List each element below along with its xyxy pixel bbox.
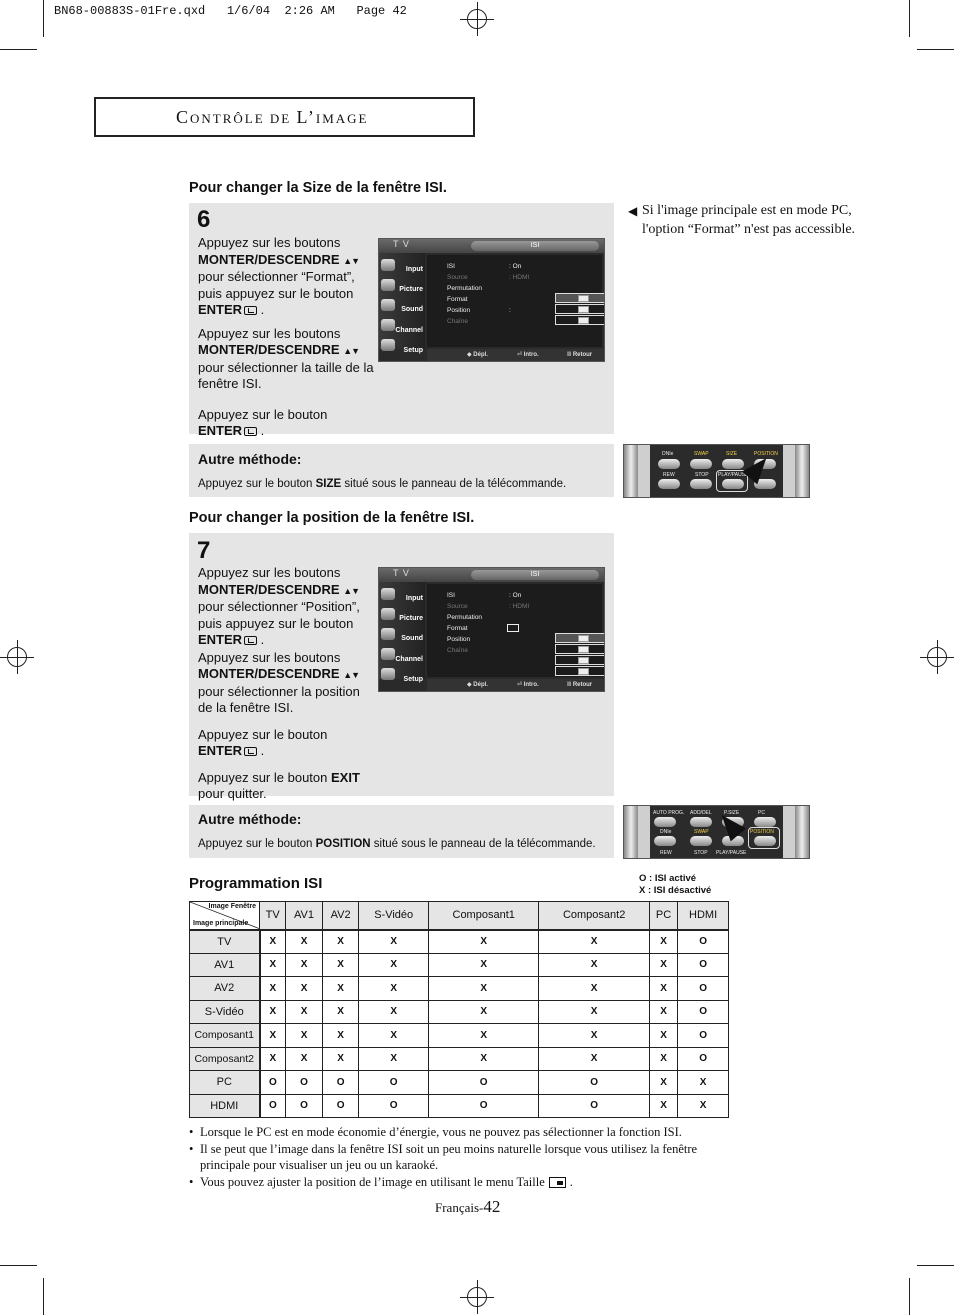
table-cell: O xyxy=(286,1094,323,1118)
table-cell: O xyxy=(678,1000,729,1024)
step-instructions: Appuyez sur les boutons MONTER/DESCENDRE ▲▼ pour sélectionner “Format”, puis appuyez sur le bouton ENTER . Appuyez sur les boutons MONTER/DESCENDRE ▲▼ pour sélectionner la taille de la fenêtre ISI. Appuyez sur le bouton ENTER . xyxy=(198,235,374,438)
table-cell: O xyxy=(678,953,729,977)
table-cell: X xyxy=(428,930,538,954)
table-cell: O xyxy=(539,1094,649,1118)
step-instructions: Appuyez sur les boutons MONTER/DESCENDRE ▲▼ pour sélectionner “Position”, puis appuyez sur le bouton ENTER . Appuyez sur les boutons MONTER/DESCENDRE ▲▼ pour sélectionner la position de la fenêtre ISI. Appuyez sur le bouton ENTER . Appuyez sur le bouton EXIT pour quitter. xyxy=(198,565,360,801)
table-cell: X xyxy=(539,930,649,954)
table-cell: O xyxy=(286,1071,323,1095)
table-cell: O xyxy=(260,1094,286,1118)
table-cell: X xyxy=(322,1000,359,1024)
table-cell: X xyxy=(322,1047,359,1071)
column-header: AV2 xyxy=(322,902,359,930)
table-cell: X xyxy=(260,930,286,954)
table-cell: X xyxy=(359,1024,429,1048)
section-title: Pour changer la position de la fenêtre ISI. xyxy=(189,510,475,526)
column-header: Composant1 xyxy=(428,902,538,930)
chapter-title: CONTRÔLE DE L’IMAGE xyxy=(94,97,475,137)
table-cell: X xyxy=(260,1047,286,1071)
table-cell: X xyxy=(539,953,649,977)
table-cell: X xyxy=(678,1071,729,1095)
registration-mark xyxy=(467,9,487,29)
table-cell: X xyxy=(649,1047,677,1071)
step-number: 7 xyxy=(197,537,211,564)
table-cell: X xyxy=(649,1094,677,1118)
table-cell: X xyxy=(260,977,286,1001)
table-cell: O xyxy=(359,1071,429,1095)
table-row xyxy=(190,1094,729,1118)
table-row xyxy=(190,977,729,1001)
enter-icon xyxy=(244,747,257,756)
table-cell: X xyxy=(649,1000,677,1024)
isi-compatibility-table xyxy=(189,901,729,1118)
row-header: HDMI xyxy=(190,1094,260,1118)
table-row xyxy=(190,1000,729,1024)
note: ◀ Si l'image principale est en mode PC, l'option “Format” n'est pas accessible. xyxy=(628,203,856,237)
row-header: S-Vidéo xyxy=(190,1000,260,1024)
row-header: Composant2 xyxy=(190,1047,260,1071)
table-cell: X xyxy=(649,977,677,1001)
table-cell: X xyxy=(260,1000,286,1024)
crop-mark xyxy=(0,1265,37,1266)
table-cell: X xyxy=(359,1047,429,1071)
enter-icon xyxy=(244,427,257,436)
table-cell: X xyxy=(359,1000,429,1024)
table-row xyxy=(190,1024,729,1048)
table-corner: Image Fenêtre Image principale xyxy=(190,902,260,930)
list-item: • Lorsque le PC est en mode économie d’énergie, vous ne pouvez pas sélectionner la fonction ISI. xyxy=(189,1124,749,1141)
table-cell: O xyxy=(539,1071,649,1095)
table-cell: X xyxy=(428,1024,538,1048)
column-header: TV xyxy=(260,902,286,930)
table-cell: O xyxy=(678,977,729,1001)
table-cell: X xyxy=(286,977,323,1001)
table-cell: X xyxy=(649,930,677,954)
alt-method-text: Appuyez sur le bouton SIZE situé sous le panneau de la télécommande. xyxy=(198,478,567,490)
section-title: Programmation ISI xyxy=(189,875,323,892)
table-cell: X xyxy=(322,930,359,954)
alt-method-text: Appuyez sur le bouton POSITION situé sous le panneau de la télécommande. xyxy=(198,838,596,850)
table-cell: X xyxy=(649,1071,677,1095)
crop-mark xyxy=(43,1278,44,1315)
column-header: Composant2 xyxy=(539,902,649,930)
table-row xyxy=(190,1071,729,1095)
table-cell: X xyxy=(359,977,429,1001)
table-row xyxy=(190,1047,729,1071)
table-cell: X xyxy=(359,930,429,954)
table-cell: O xyxy=(678,1024,729,1048)
table-cell: O xyxy=(428,1094,538,1118)
crop-mark xyxy=(0,49,37,50)
list-item: • Il se peut que l’image dans la fenêtre ISI soit un peu moins naturelle lorsque vous utilisez la fenêtre principale pour visualiser un jeu ou un karaoké. xyxy=(189,1141,749,1174)
table-cell: X xyxy=(286,1024,323,1048)
table-cell: O xyxy=(322,1094,359,1118)
column-header: HDMI xyxy=(678,902,729,930)
notes-list xyxy=(189,1124,749,1190)
table-cell: X xyxy=(286,930,323,954)
table-cell: X xyxy=(649,953,677,977)
row-header: AV1 xyxy=(190,953,260,977)
table-cell: X xyxy=(428,977,538,1001)
crop-mark xyxy=(909,1278,910,1315)
table-cell: O xyxy=(678,1047,729,1071)
size-icon xyxy=(549,1177,566,1188)
table-cell: X xyxy=(359,953,429,977)
table-cell: X xyxy=(286,1047,323,1071)
list-item: • Vous pouvez ajuster la position de l’image en utilisant le menu Taille . xyxy=(189,1174,749,1191)
osd-screen: T V ISI Input Picture Sound Channel Setup ISI : On Source : HDMI Permutation Format Position : Chaîne ◆ Dépl. ⏎ Intro. Ⅲ Retour xyxy=(378,238,605,362)
row-header: TV xyxy=(190,930,260,954)
registration-mark xyxy=(467,1287,487,1307)
crop-mark xyxy=(909,0,910,37)
row-header: PC xyxy=(190,1071,260,1095)
table-legend: O : ISI activé X : ISI désactivé xyxy=(639,873,712,896)
table-cell: X xyxy=(428,1000,538,1024)
table-cell: X xyxy=(322,953,359,977)
print-header: BN68-00883S-01Fre.qxd 1/6/04 2:26 AM Page 42 xyxy=(54,4,407,18)
crop-mark xyxy=(43,0,44,37)
registration-mark xyxy=(927,647,947,667)
table-cell: X xyxy=(286,953,323,977)
section-title: Pour changer la Size de la fenêtre ISI. xyxy=(189,180,447,196)
table-cell: X xyxy=(322,977,359,1001)
remote-control-image: DNIe SWAP SIZE POSITION REW STOP PLAY/PAUSE xyxy=(623,444,810,498)
table-cell: O xyxy=(428,1071,538,1095)
table-row xyxy=(190,953,729,977)
row-header: Composant1 xyxy=(190,1024,260,1048)
enter-icon xyxy=(244,636,257,645)
table-cell: X xyxy=(539,1047,649,1071)
table-cell: O xyxy=(678,930,729,954)
registration-mark xyxy=(7,647,27,667)
alt-method-title: Autre méthode: xyxy=(198,811,302,827)
alt-method-title: Autre méthode: xyxy=(198,451,302,467)
table-cell: X xyxy=(539,977,649,1001)
table-cell: X xyxy=(260,953,286,977)
table-cell: O xyxy=(359,1094,429,1118)
crop-mark xyxy=(917,49,954,50)
step-number: 6 xyxy=(197,206,211,233)
column-header: PC xyxy=(649,902,677,930)
enter-icon xyxy=(244,306,257,315)
table-row xyxy=(190,930,729,954)
table-cell: O xyxy=(322,1071,359,1095)
table-cell: X xyxy=(428,953,538,977)
table-cell: X xyxy=(539,1024,649,1048)
table-cell: X xyxy=(260,1024,286,1048)
row-header: AV2 xyxy=(190,977,260,1001)
table-cell: X xyxy=(678,1094,729,1118)
osd-screen: T V ISI Input Picture Sound Channel Setup ISI : On Source : HDMI Permutation Format Position Chaîne ◆ Dépl. ⏎ Intro. Ⅲ Retour xyxy=(378,567,605,692)
crop-mark xyxy=(917,1265,954,1266)
table-cell: X xyxy=(322,1024,359,1048)
table-cell: X xyxy=(649,1024,677,1048)
table-cell: X xyxy=(539,1000,649,1024)
column-header: AV1 xyxy=(286,902,323,930)
page-footer: Français-42 xyxy=(435,1197,501,1216)
table-cell: X xyxy=(286,1000,323,1024)
table-cell: X xyxy=(428,1047,538,1071)
column-header: S-Vidéo xyxy=(359,902,429,930)
table-cell: O xyxy=(260,1071,286,1095)
remote-control-image: AUTO PROG. ADD/DEL P.SIZE PC DNIe SWAP POSITION REW STOP PLAY/PAUSE xyxy=(623,805,810,859)
